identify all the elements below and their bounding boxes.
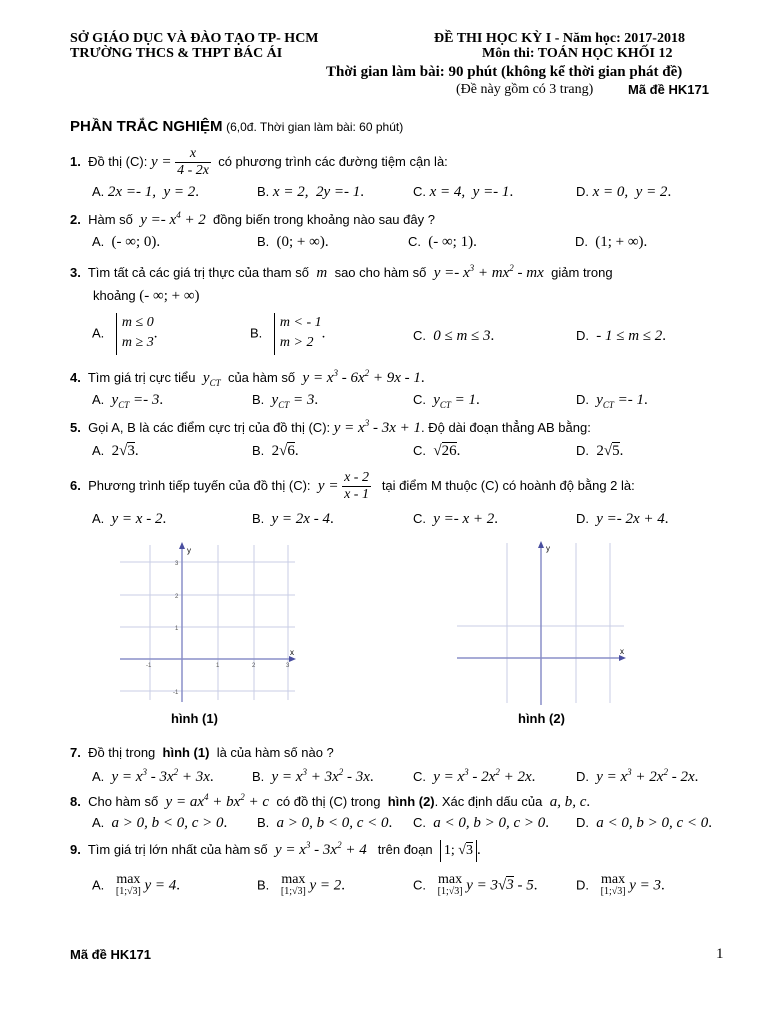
option-5c[interactable]: C. √26.	[413, 443, 461, 459]
option-8d[interactable]: D. a < 0, b > 0, c < 0.	[576, 815, 713, 831]
x-tick-label: -1	[146, 663, 152, 669]
option-2d[interactable]: D. (1; + ∞).	[575, 234, 648, 250]
option-7a[interactable]: A. $y = x^3 - 3x^2 + 3x$.	[92, 767, 214, 785]
question-text: đồng biến trong khoảng nào sau đây ?	[213, 212, 435, 227]
option-label: A.	[92, 184, 105, 199]
exam-code: Mã đề HK171	[628, 82, 709, 97]
exam-title: ĐỀ THI HỌC KỲ I - Năm học: 2017-2018	[434, 31, 685, 46]
question-text: của hàm số	[227, 370, 296, 385]
question-text: . Độ dài đoạn thẳng AB bằng:	[420, 420, 591, 435]
option-1c[interactable]: C. x = 4, y =- 1.	[413, 184, 514, 200]
option-8c[interactable]: C. a < 0, b > 0, c > 0.	[413, 815, 550, 831]
x-tick-label: 3	[286, 663, 290, 669]
option-4a[interactable]: A. $y_{CT} =- 3$.	[92, 392, 164, 410]
option-1d[interactable]: D. x = 0, y = 2.	[576, 184, 672, 200]
option-3a[interactable]: A. m ≤ 0 m ≥ 3 .	[92, 313, 157, 355]
x-tick-label: 1	[216, 663, 220, 669]
question-text: Tìm tất cả các giá trị thực của tham số	[87, 265, 309, 280]
option-7c[interactable]: C. $y = x^3 - 2x^2 + 2x$.	[413, 767, 536, 785]
y-tick-label: -1	[173, 690, 179, 696]
question-text: . Xác định dấu của	[434, 794, 543, 809]
question-text-bold: hình (2)	[387, 794, 435, 809]
question-9: 9. Tìm giá trị lớn nhất của hàm số $y = x^3 - 3x^2 + 4$ trên đoạn 1; √3 .	[70, 840, 481, 862]
math-fraction: $\frac{x}{4 - 2x}$	[177, 146, 209, 178]
axis-x-label: x	[620, 647, 624, 656]
question-text: khoảng	[93, 288, 136, 303]
question-text: tại điểm M thuộc (C) có hoành độ bằng 2 là:	[381, 477, 635, 493]
school-department: SỞ GIÁO DỤC VÀ ĐÀO TẠO TP- HCM	[70, 31, 319, 46]
option-3d[interactable]: D. - 1 ≤ m ≤ 2.	[576, 328, 667, 344]
question-6: 6. Phương trình tiếp tuyến của đồ thị (C): y = $\frac{x - 2}{x - 1}$ tại điểm M thuộc (C) có hoành độ bằng 2 là:	[70, 470, 635, 502]
option-6c[interactable]: C. y =- x + 2.	[413, 511, 499, 527]
option-6b[interactable]: B. y = 2x - 4.	[252, 511, 334, 527]
footer-exam-code: Mã đề HK171	[70, 947, 151, 962]
question-text: là của hàm số nào ?	[216, 745, 334, 760]
x-tick-label: 2	[252, 663, 256, 669]
section-note: (6,0đ. Thời gian làm bài: 60 phút)	[226, 120, 404, 134]
question-3: 3. Tìm tất cả các giá trị thực của tham số m sao cho hàm số $y =- x^3 + mx^2$ - mx giảm trong	[70, 263, 613, 281]
question-text: giảm trong	[551, 265, 613, 280]
question-text: Gọi A, B là các điểm cực trị của đồ thị (C):	[88, 420, 331, 435]
school-name: TRƯỜNG THCS & THPT BÁC ÁI	[70, 46, 283, 61]
option-label: D.	[576, 184, 589, 199]
question-number: 6.	[70, 477, 81, 493]
question-text: sao cho hàm số	[334, 265, 427, 280]
option-9c[interactable]: C. max [1;√3] y = 3√3 - 5.	[413, 872, 538, 897]
page-number: 1	[716, 946, 724, 962]
question-3-line2: khoảng (- ∞; + ∞)	[93, 288, 200, 304]
option-9a[interactable]: A. max [1;√3] y = 4.	[92, 872, 180, 897]
option-1a[interactable]: A. 2x =- 1, y = 2.	[92, 184, 199, 200]
y-tick-label: 1	[175, 626, 179, 632]
option-2a[interactable]: A. (- ∞; 0).	[92, 234, 161, 250]
question-2: 2. Hàm số $y =- x^4 + 2$ đồng biến trong khoảng nào sau đây ?	[70, 210, 435, 228]
section-heading	[70, 118, 403, 135]
y-tick-label: 2	[175, 594, 179, 600]
question-text: trên đoạn	[377, 842, 433, 857]
question-text: có đồ thị (C) trong	[276, 794, 381, 809]
option-6a[interactable]: A. y = x - 2.	[92, 511, 167, 527]
option-1b[interactable]: B. x = 2, 2y =- 1.	[257, 184, 364, 200]
option-4c[interactable]: C. $y_{CT} = 1$.	[413, 392, 480, 410]
option-5d[interactable]: D. 2√5.	[576, 443, 624, 459]
question-text: Đồ thị trong	[88, 745, 156, 760]
exam-duration: Thời gian làm bài: 90 phút (không kể thời gian phát đề)	[326, 64, 683, 80]
axis-y-label: y	[546, 544, 550, 553]
option-8b[interactable]: B. a > 0, b < 0, c < 0.	[257, 815, 393, 831]
question-5: 5. Gọi A, B là các điểm cực trị của đồ thị (C): $y = x^3 - 3x + 1$. Độ dài đoạn thẳng AB bằng:	[70, 418, 591, 436]
option-7d[interactable]: D. $y = x^3 + 2x^2 - 2x$.	[576, 767, 699, 785]
question-text: Hàm số	[88, 212, 133, 227]
question-text: Đồ thị (C):	[88, 153, 148, 169]
section-title: PHẦN TRẮC NGHIỆM	[70, 118, 223, 135]
question-text-bold: hình (1)	[162, 745, 210, 760]
option-7b[interactable]: B. $y = x^3 + 3x^2 - 3x$.	[252, 767, 374, 785]
option-2c[interactable]: C. (- ∞; 1).	[408, 234, 477, 250]
question-text: Tìm giá trị lớn nhất của hàm số	[87, 842, 268, 857]
option-2b[interactable]: B. (0; + ∞).	[257, 234, 329, 250]
math-expression: y =	[150, 153, 172, 170]
exam-subject: Môn thi: TOÁN HỌC KHỐI 12	[482, 46, 673, 61]
figure-2-caption: hình (2)	[518, 711, 565, 726]
question-text: Cho hàm số	[88, 794, 159, 809]
option-9d[interactable]: D. max [1;√3] y = 3.	[576, 872, 665, 897]
question-4: 4. Tìm giá trị cực tiểu $y_{CT}$ của hàm số $y = x^3 - 6x^2 + 9x - 1$.	[70, 368, 425, 388]
option-4b[interactable]: B. $y_{CT} = 3$.	[252, 392, 319, 410]
figure-1-graph	[115, 540, 300, 705]
question-number: 4.	[70, 370, 81, 385]
question-7	[70, 745, 334, 760]
option-5b[interactable]: B. 2√6.	[252, 443, 299, 459]
option-label: C.	[413, 184, 426, 199]
option-3b[interactable]: B. m < - 1 m > 2 .	[250, 313, 325, 355]
math-fraction: $\frac{x - 2}{x - 1}$	[344, 470, 369, 502]
question-text: Phương trình tiếp tuyến của đồ thị (C):	[88, 477, 311, 493]
figure-2-graph	[452, 538, 632, 708]
y-tick-label: 3	[175, 561, 179, 567]
question-8: 8. Cho hàm số $y = ax^4 + bx^2 + c$ có đồ thị (C) trong hình (2). Xác định dấu của a, b, c.	[70, 792, 591, 810]
question-number: 1.	[70, 153, 81, 169]
question-number: 9.	[70, 842, 81, 857]
axis-x-label: x	[290, 648, 294, 657]
option-5a[interactable]: A. 2√3.	[92, 443, 139, 459]
question-number: 2.	[70, 212, 81, 227]
option-label: B.	[257, 184, 270, 199]
axis-y-label: y	[187, 546, 191, 555]
figure-1-caption: hình (1)	[171, 711, 218, 726]
question-1	[70, 146, 448, 179]
question-number: 5.	[70, 420, 81, 435]
question-text: có phương trình các đường tiệm cận là:	[218, 153, 448, 169]
option-8a[interactable]: A. a > 0, b < 0, c > 0.	[92, 815, 228, 831]
option-3c[interactable]: C. 0 ≤ m ≤ 3.	[413, 328, 495, 344]
question-text: Tìm giá trị cực tiểu	[87, 370, 196, 385]
question-number: 8.	[70, 794, 81, 809]
option-9b[interactable]: B. max [1;√3] y = 2.	[257, 872, 345, 897]
question-number: 3.	[70, 265, 81, 280]
question-number: 7.	[70, 745, 81, 760]
option-6d[interactable]: D. y =- 2x + 4.	[576, 511, 669, 527]
option-4d[interactable]: D. $y_{CT} =- 1$.	[576, 392, 648, 410]
exam-pages-note: (Đề này gồm có 3 trang)	[456, 82, 594, 97]
